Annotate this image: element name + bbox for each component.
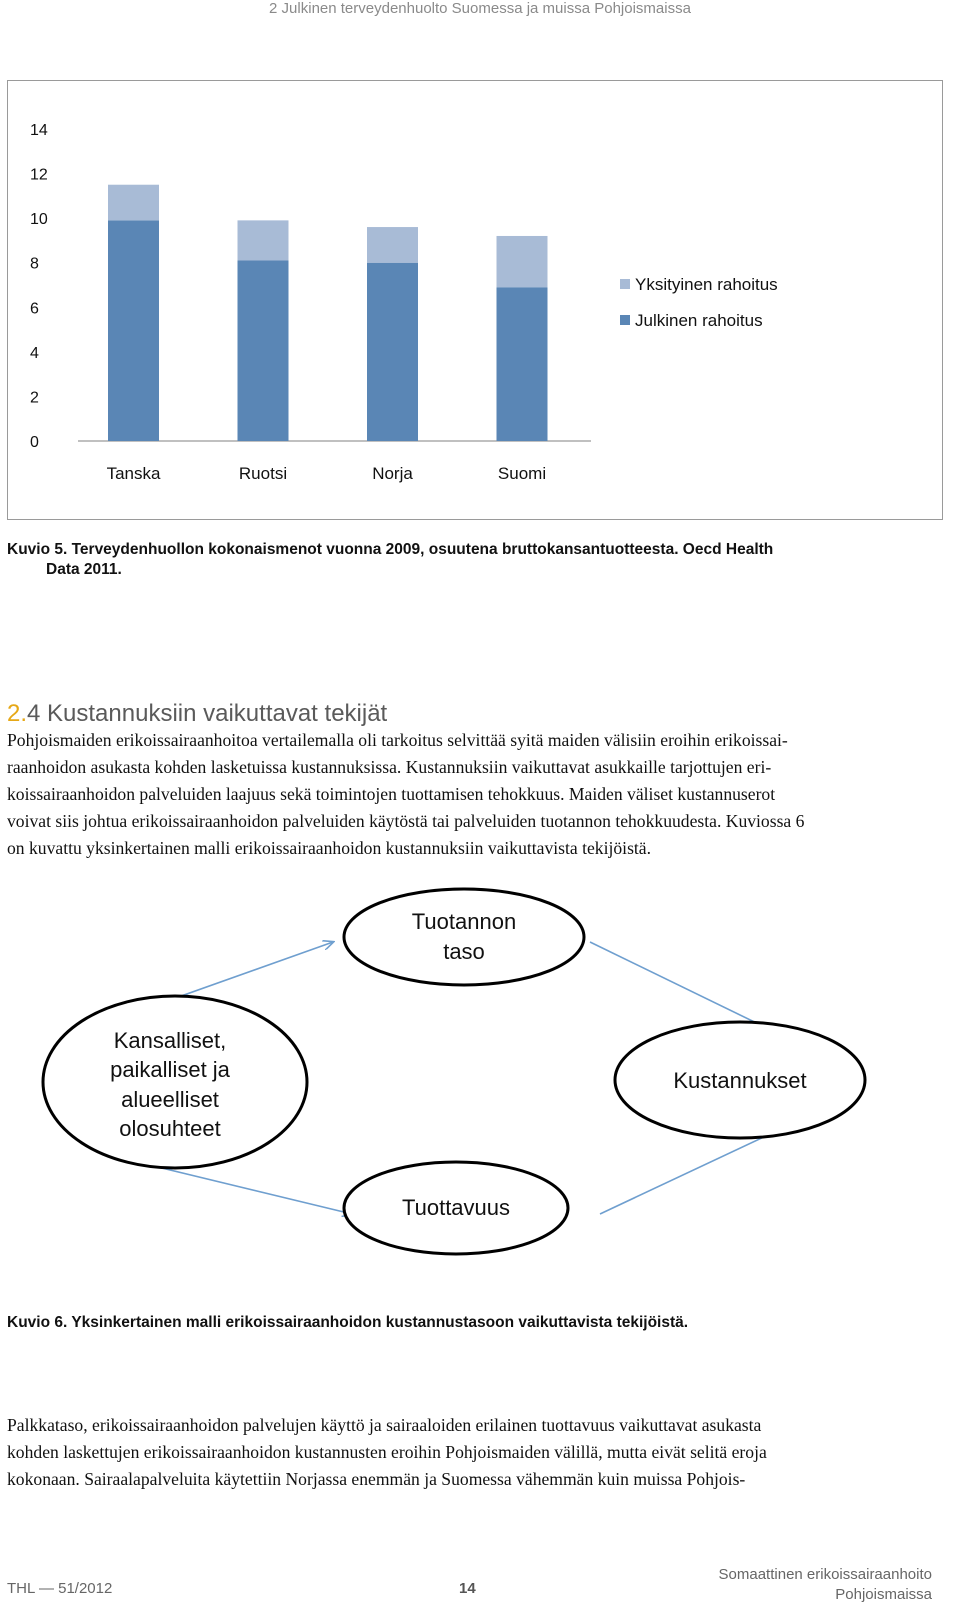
bar-segment <box>497 287 548 441</box>
bar-segment <box>108 185 159 221</box>
paragraph-line: kohden laskettujen erikoissairaanhoidon kustannusten eroihin Pohjoismaiden välillä, mutta eivät selitä eroja <box>7 1442 767 1462</box>
figure6-caption: Kuvio 6. Yksinkertainen malli erikoissairaanhoidon kustannustasoon vaikuttavista tekijöistä. <box>7 1314 689 1331</box>
y-tick-label: 14 <box>30 122 48 139</box>
paragraph-line: kokonaan. Sairaalapalveluita käytettiin Norjassa enemmän ja Suomessa vähemmän kuin muissa Pohjois- <box>7 1469 746 1489</box>
y-tick-label: 8 <box>30 255 39 273</box>
y-tick-label: 12 <box>30 166 48 184</box>
y-tick-label: 6 <box>30 300 39 318</box>
y-tick-label: 4 <box>30 344 39 362</box>
paragraph-line: voivat siis johtua erikoissairaanhoidon palveluiden käytöstä tai palveluiden tuotannon tehokkuudesta. Kuviossa 6 <box>7 811 805 831</box>
section-heading <box>7 700 387 728</box>
bar-segment <box>497 236 548 287</box>
node-left-line: Kansalliset, <box>113 1028 227 1053</box>
node-top-line: taso <box>443 939 485 964</box>
cost-factors-diagram <box>0 880 960 1260</box>
bar-segment <box>238 220 289 260</box>
closing-paragraph <box>7 1412 937 1493</box>
paragraph-line: Pohjoismaiden erikoissairaanhoitoa vertailemalla oli tarkoitus selvittää syitä maiden välisiin eroihin erikoissai- <box>7 730 788 750</box>
bar-segment <box>238 260 289 441</box>
figure5-caption <box>7 540 773 580</box>
legend-label: Julkinen rahoitus <box>635 311 763 330</box>
paragraph-line: Palkkataso, erikoissairaanhoidon palvelujen käyttö ja sairaaloiden erilainen tuottavuus vaikuttavat asukasta <box>7 1415 762 1435</box>
node-productivity <box>344 1162 568 1254</box>
footer-publication: THL — 51/2012 <box>7 1580 113 1597</box>
node-costs <box>615 1022 865 1138</box>
x-tick-label: Norja <box>372 464 413 483</box>
paragraph-line: koissairaanhoidon palveluiden laajuus sekä toimintojen tuottamisen tehokkuus. Maiden väliset kustannuserot <box>7 784 776 804</box>
footer-page-number: 14 <box>459 1580 476 1597</box>
node-right-line: Kustannukset <box>673 1068 807 1093</box>
y-tick-label: 0 <box>30 434 39 451</box>
node-left-line: paikalliset ja <box>110 1057 230 1082</box>
paragraph-line: raanhoidon asukasta kohden lasketuissa kustannuksissa. Kustannuksiin vaikuttavat asukkaille tarjottujen eri- <box>7 757 772 777</box>
x-tick-label: Suomi <box>497 464 547 483</box>
section-title: 4 Kustannuksiin vaikuttavat tekijät <box>27 700 388 727</box>
figure5-caption-line2: Data 2011. <box>46 561 122 578</box>
arrow-bottom-to-right <box>600 1127 785 1214</box>
paragraph-line: on kuvattu yksinkertainen malli erikoissairaanhoidon kustannuksiin vaikuttavista tekijöistä. <box>7 838 652 858</box>
chart-frame <box>7 80 943 520</box>
node-conditions <box>43 996 307 1168</box>
footer-document-title <box>600 1565 932 1605</box>
bar-segment <box>367 227 418 263</box>
section-paragraph <box>7 727 937 862</box>
node-production-level <box>344 889 584 985</box>
bar-segment <box>108 220 159 441</box>
node-left-line: olosuhteet <box>119 1116 221 1141</box>
legend-label: Yksityinen rahoitus <box>635 275 778 294</box>
node-left-line: alueelliset <box>121 1087 219 1112</box>
legend-swatch <box>620 279 630 289</box>
y-tick-label: 2 <box>30 389 39 407</box>
node-bottom-line: Tuottavuus <box>401 1195 511 1220</box>
legend-swatch <box>620 315 630 325</box>
stacked-bar-chart <box>8 81 941 518</box>
x-tick-label: Tanska <box>106 464 161 483</box>
figure5-caption-line1: Kuvio 5. Terveydenhuollon kokonaismenot vuonna 2009, osuutena bruttokansantuotteesta. Oecd Health <box>7 541 774 558</box>
section-number: 2. <box>7 700 28 727</box>
y-tick-label: 10 <box>30 211 48 229</box>
footer-title-line: Somaattinen erikoissairaanhoito <box>718 1566 932 1583</box>
bar-segment <box>367 263 418 441</box>
x-tick-label: Ruotsi <box>238 464 288 483</box>
running-header: 2 Julkinen terveydenhuolto Suomessa ja muissa Pohjoismaissa <box>269 0 691 17</box>
node-top-line: Tuotannon <box>411 909 517 934</box>
footer-title-line: Pohjoismaissa <box>835 1586 932 1603</box>
